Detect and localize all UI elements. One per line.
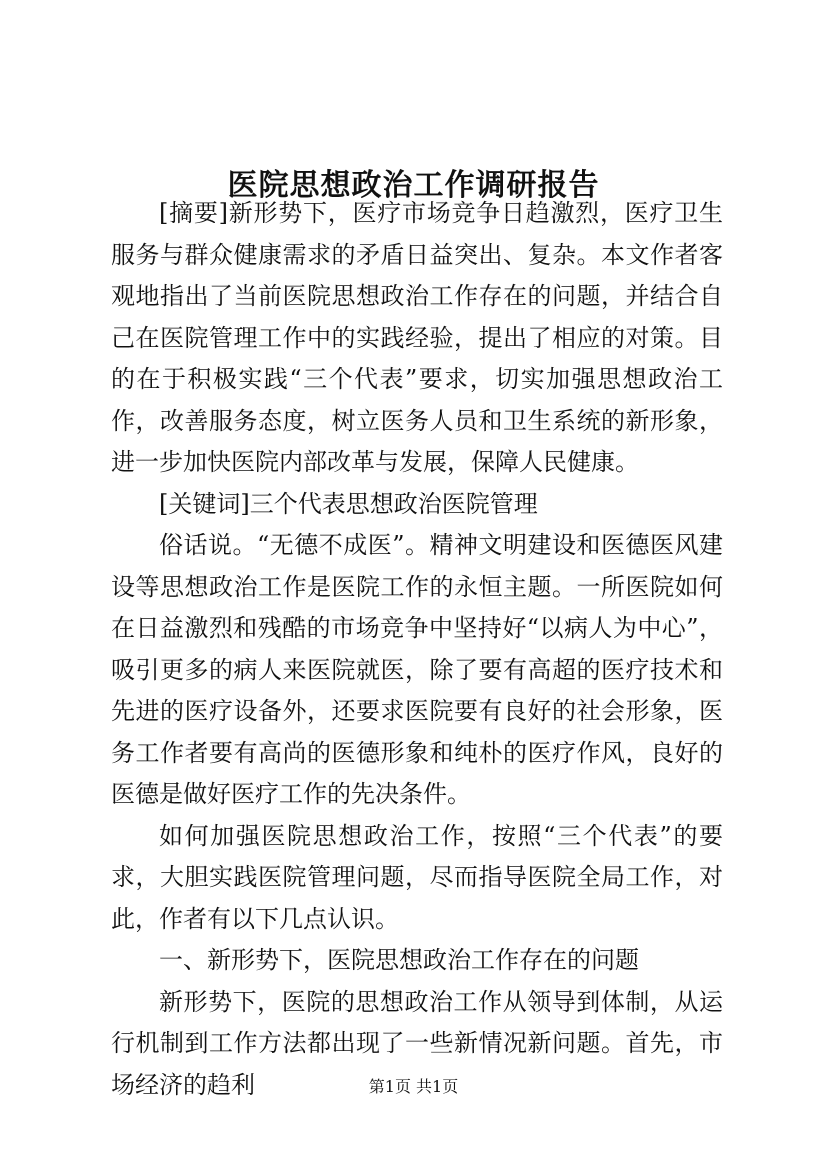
document-title: 医院思想政治工作调研报告 <box>227 168 600 204</box>
body-paragraph: 新形势下，医院的思想政治工作从领导到体制，从运行机制到工作方法都出现了一些新情况新问题。首先，市场经济的趋利 <box>111 987 723 1099</box>
document-body <box>111 193 723 1106</box>
abstract-paragraph: [摘要]新形势下，医疗市场竞争日趋激烈，医疗卫生服务与群众健康需求的矛盾日益突出、复杂。本文作者客观地指出了当前医院思想政治工作存在的问题，并结合自己在医院管理工作中的实践经验，提出了相应的对策。目的在于积极实践“三个代表”要求，切实加强思想政治工作，改善服务态度，树立医务人员和卫生系统的新形象，进一步加快医院内部改革与发展，保障人民健康。 <box>111 199 723 476</box>
section-heading: 一、新形势下，医院思想政治工作存在的问题 <box>159 946 639 974</box>
body-paragraph: 俗话说。“无德不成医”。精神文明建设和医德医风建设等思想政治工作是医院工作的永恒主题。一所医院如何在日益激烈和残酷的市场竞争中坚持好“以病人为中心”，吸引更多的病人来医院就医，除了要有高超的医疗技术和先进的医疗设备外，还要求医院要有良好的社会形象，医务工作者要有高尚的医德形象和纯朴的医疗作风，良好的医德是做好医疗工作的先决条件。 <box>111 531 723 808</box>
keywords-paragraph: [关键词]三个代表思想政治医院管理 <box>159 489 538 518</box>
page-footer: 第1页 共1页 <box>368 1077 459 1096</box>
body-paragraph: 如何加强医院思想政治工作，按照“三个代表”的要求，大胆实践医院管理问题，尽而指导医院全局工作，对此，作者有以下几点认识。 <box>111 821 723 933</box>
